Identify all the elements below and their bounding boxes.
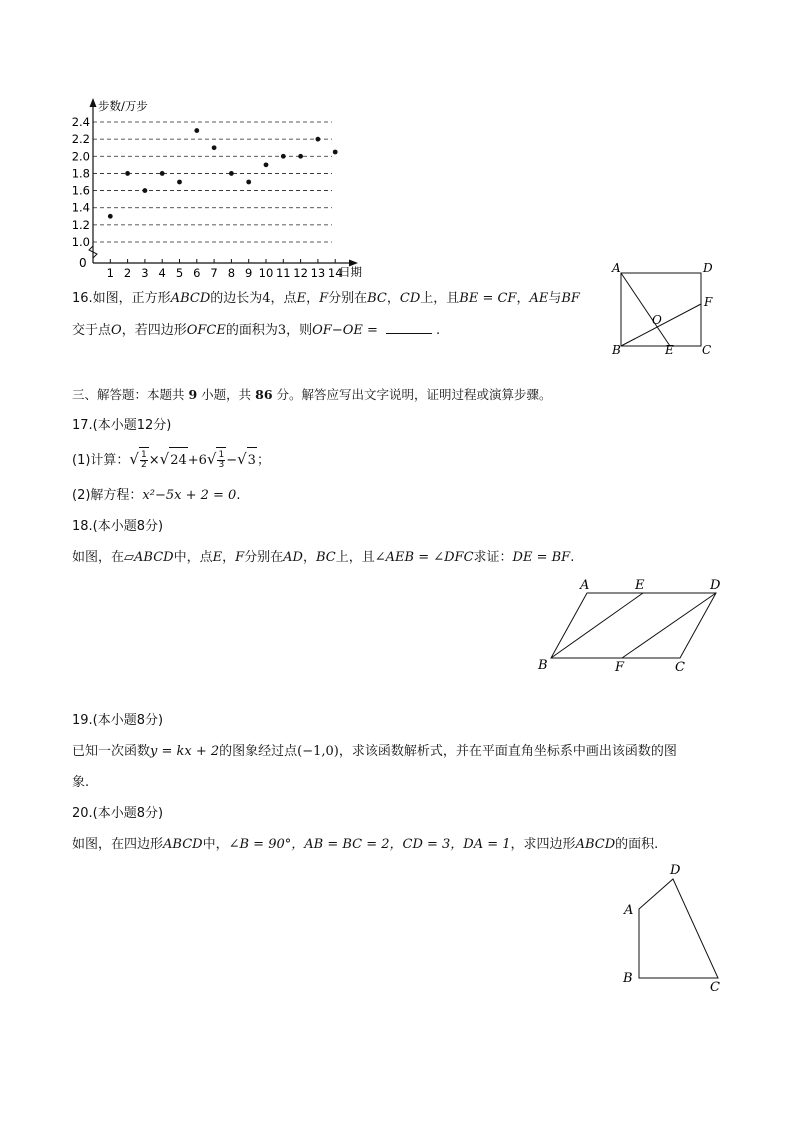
svg-text:E: E: [665, 343, 674, 357]
y-tick-label: 1.6: [71, 183, 90, 198]
svg-text:D: D: [670, 863, 681, 878]
data-point: [160, 171, 165, 176]
chart-axes: [89, 98, 358, 267]
data-point: [125, 171, 130, 176]
data-point: [246, 180, 251, 185]
svg-text:A: A: [580, 578, 590, 593]
x-tick-label: 11: [275, 266, 291, 280]
y-axis-label: 步数/万步: [98, 99, 148, 113]
q20-text: 如图，在四边形ABCD中，∠B = 90°，AB = BC = 2，CD = 3，DA = 1，求四边形ABCD的面积.: [72, 837, 659, 852]
svg-text:E: E: [635, 578, 645, 593]
q19-text2: 象.: [72, 775, 90, 790]
svg-text:F: F: [704, 295, 713, 309]
svg-text:B: B: [538, 658, 548, 673]
q20-title: 20.(本小题8分): [72, 806, 164, 821]
y-tick-label: 2.0: [71, 149, 90, 164]
data-point: [264, 162, 269, 167]
steps-scatter-chart: [60, 96, 390, 282]
data-point: [194, 128, 199, 133]
data-point: [108, 214, 113, 219]
q17-part1: (1)计算：√ $\frac{1}{2}$ ×√24+6√ $\frac{1}{3}$ −√3；: [72, 446, 270, 474]
svg-text:A: A: [612, 262, 621, 275]
svg-text:C: C: [675, 660, 685, 675]
data-point: [143, 188, 148, 193]
y-tick-label: 1.4: [71, 200, 90, 215]
x-tick-label: 12: [293, 266, 308, 280]
x-tick-label: 13: [310, 266, 326, 280]
svg-text:C: C: [702, 343, 712, 357]
figure-quadrilateral-abcd: [618, 860, 730, 996]
x-tick-label: 2: [123, 266, 132, 280]
svg-text:D: D: [703, 262, 713, 275]
svg-text:D: D: [710, 578, 721, 593]
data-point: [298, 154, 303, 159]
x-tick-label: 3: [141, 266, 149, 280]
q19-text1: 已知一次函数y = kx + 2的图象经过点(−1,0)，求该函数解析式，并在平面直角坐标系中画出该函数的图: [72, 744, 677, 759]
x-tick-label: 10: [258, 266, 274, 280]
svg-text:A: A: [624, 903, 634, 918]
x-tick-label: 5: [175, 266, 184, 280]
answer-blank: [386, 321, 432, 334]
svg-text:B: B: [612, 343, 621, 357]
figure-square-abcd: [606, 262, 722, 358]
q17-part2: (2)解方程：x²−5x + 2 = 0.: [72, 488, 241, 503]
q17-title: 17.(本小题12分): [72, 418, 172, 433]
data-point: [333, 150, 338, 155]
data-point: [212, 145, 217, 150]
svg-text:O: O: [652, 313, 662, 327]
y-tick-label: 2.4: [71, 115, 90, 129]
y-tick-label: 1.8: [71, 166, 90, 181]
x-tick-label: 7: [210, 266, 218, 280]
q18-text: 如图，在▱ABCD中，点E，F分别在AD，BC上，且∠AEB = ∠DFC求证：DE = BF.: [72, 550, 575, 565]
data-point: [316, 137, 321, 142]
x-tick-label: 4: [158, 266, 166, 280]
data-point: [177, 180, 182, 185]
q19-title: 19.(本小题8分): [72, 713, 164, 728]
data-point: [281, 154, 286, 159]
x-tick-label: 1: [106, 266, 114, 280]
figure-parallelogram-abcd: [530, 574, 730, 676]
x-tick-label: 9: [245, 266, 253, 280]
q16-line2: 交于点O，若四边形OFCE的面积为3，则OF−OE = .: [72, 323, 441, 338]
q18-title: 18.(本小题8分): [72, 519, 164, 534]
section3-header: 三、解答题：本题共 9 小题，共 86 分。解答应写出文字说明，证明过程或演算步骤。: [72, 387, 552, 402]
svg-text:B: B: [623, 971, 633, 986]
y-tick-label: 1.2: [71, 217, 90, 232]
svg-text:F: F: [615, 660, 625, 675]
y-tick-label: 1.0: [71, 235, 90, 249]
q16-line1: 16.如图，正方形ABCD的边长为4，点E，F分别在BC，CD上，且BE = CF，AE与BF: [72, 291, 580, 306]
x-tick-label: 8: [227, 266, 236, 280]
origin-label: 0: [79, 256, 87, 270]
x-tick-label: 6: [193, 266, 201, 280]
x-axis-label: 日期: [339, 265, 362, 279]
y-tick-label: 2.2: [71, 132, 90, 147]
svg-text:C: C: [710, 980, 720, 995]
x-tick-label: 14: [327, 266, 343, 280]
data-point: [229, 171, 234, 176]
